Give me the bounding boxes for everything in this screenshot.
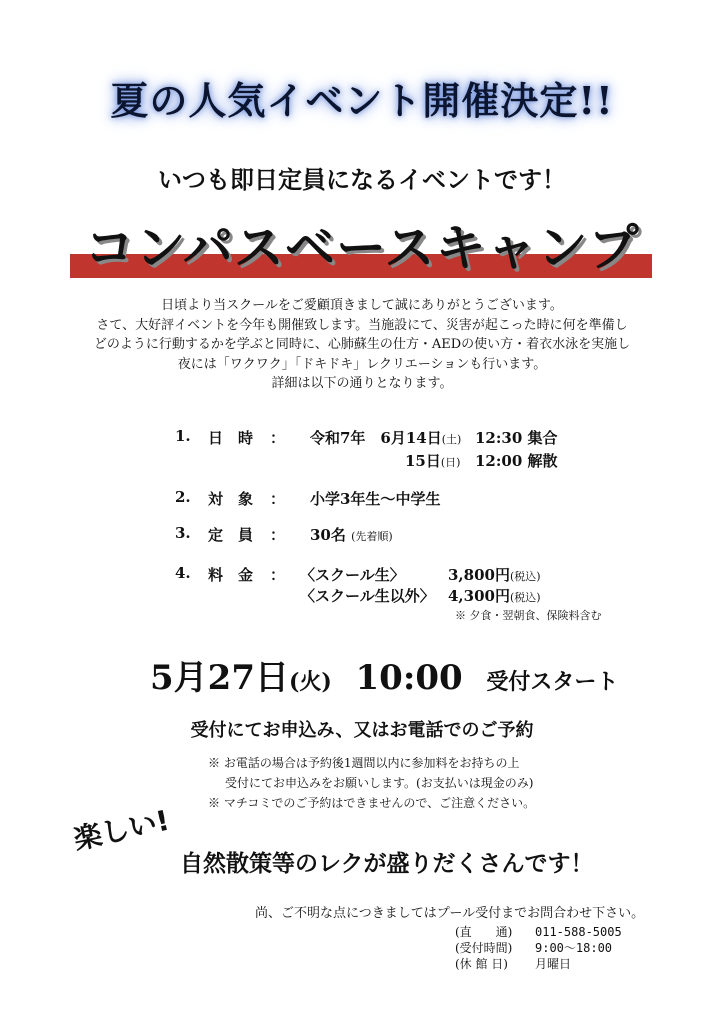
subhead: いつも即日定員になるイベントです！ xyxy=(158,165,566,194)
note-line: ※ マチコミでのご予約はできませんので、ご注意ください。 xyxy=(208,796,536,810)
fee-tax: (税込) xyxy=(509,591,541,604)
fee-note: ※ 夕食・翌朝食、保険料含む xyxy=(455,609,602,622)
intro-paragraph xyxy=(60,296,664,394)
fee-category: 〈スクール生以外〉 xyxy=(300,587,435,605)
item-label-datetime: 日 時 xyxy=(208,429,254,447)
note-line: ※ お電話の場合は予約後1週間以内に参加料をお持ちの上 xyxy=(208,756,520,770)
date-1: 令和7年 6月14日 xyxy=(310,429,442,447)
item-label-fee: 料 金 xyxy=(208,566,254,584)
start-weekday: (火) xyxy=(288,669,332,695)
fee-price xyxy=(448,564,541,585)
contact-row xyxy=(455,924,622,940)
item-number: 3. xyxy=(175,524,191,542)
item-colon: ： xyxy=(270,566,286,584)
fee-price-value: 4,300円 xyxy=(448,587,510,605)
item-label-capacity: 定 員 xyxy=(208,526,254,544)
item-colon: ： xyxy=(270,526,286,544)
phone-number: 011-588-5005 xyxy=(535,925,622,939)
note-line: 受付にてお申込みをお願いします。(お支払いは現金のみ) xyxy=(225,776,534,790)
intro-line: さて、大好評イベントを今年も開催致します。当施設にて、災害が起こった時に何を準備し xyxy=(96,317,628,333)
contact-table xyxy=(455,924,622,972)
contact-label: (受付時間) xyxy=(455,941,513,955)
headline xyxy=(0,70,724,125)
item-number: 2. xyxy=(175,488,191,506)
intro-line: 詳細は以下の通りとなります。 xyxy=(271,376,453,391)
start-date: 5月27日 xyxy=(150,658,289,698)
capacity-note: (先着順) xyxy=(351,530,393,543)
intro-line: どのように行動するかを学ぶと同時に、心肺蘇生の仕方・AEDの使い方・着衣水泳を実施し xyxy=(93,337,631,352)
weekday-1: (土) xyxy=(441,433,462,446)
item-label-target: 対 象 xyxy=(208,490,254,508)
date-2: 15日 xyxy=(405,452,441,470)
nature-walk-text: 自然散策等のレクが盛りだくさんです！ xyxy=(180,850,594,877)
time-1: 12:30 集合 xyxy=(475,429,558,447)
contact-intro: 尚、ご不明な点につきましてはプール受付までお問合わせ下さい。 xyxy=(255,906,645,921)
fee-price xyxy=(448,585,541,606)
notes xyxy=(208,753,535,813)
contact-label: (休 館 日) xyxy=(455,957,508,971)
registration-start xyxy=(150,650,618,699)
contact-row xyxy=(455,940,622,956)
fee-tax: (税込) xyxy=(509,570,541,583)
contact-label: (直 通) xyxy=(455,925,513,939)
date-line-2 xyxy=(405,450,460,471)
event-title: コンパスベースキャンプ xyxy=(84,219,640,277)
apply-method: 受付にてお申込み、又はお電話でのご予約 xyxy=(190,720,534,741)
item-colon: ： xyxy=(270,490,286,508)
weekday-2: (日) xyxy=(440,456,461,469)
date-line-1 xyxy=(310,427,461,448)
item-number: 4. xyxy=(175,564,191,582)
fee-category: 〈スクール生〉 xyxy=(300,566,405,584)
headline-text: 夏の人気イベント開催決定!! xyxy=(110,78,614,123)
target-value: 小学3年生～中学生 xyxy=(310,490,441,508)
start-time: 10:00 xyxy=(355,658,463,698)
reception-hours: 9:00～18:00 xyxy=(535,941,613,955)
intro-line: 夜には「ワクワク」「ドキドキ」レクリエーションも行います。 xyxy=(177,356,547,372)
time-2: 12:00 解散 xyxy=(475,452,558,470)
start-text: 受付スタート xyxy=(486,669,619,695)
intro-line: 日頃より当スクールをご愛顧頂きまして誠にありがとうございます。 xyxy=(161,298,563,313)
item-number: 1. xyxy=(175,427,191,445)
contact-row xyxy=(455,956,622,972)
fun-callout: 楽しい! xyxy=(70,803,173,857)
capacity-number: 30名 xyxy=(310,526,346,544)
capacity-value xyxy=(310,524,393,545)
fee-price-value: 3,800円 xyxy=(448,566,510,584)
closed-day: 月曜日 xyxy=(535,957,572,971)
item-colon: ： xyxy=(270,429,286,447)
